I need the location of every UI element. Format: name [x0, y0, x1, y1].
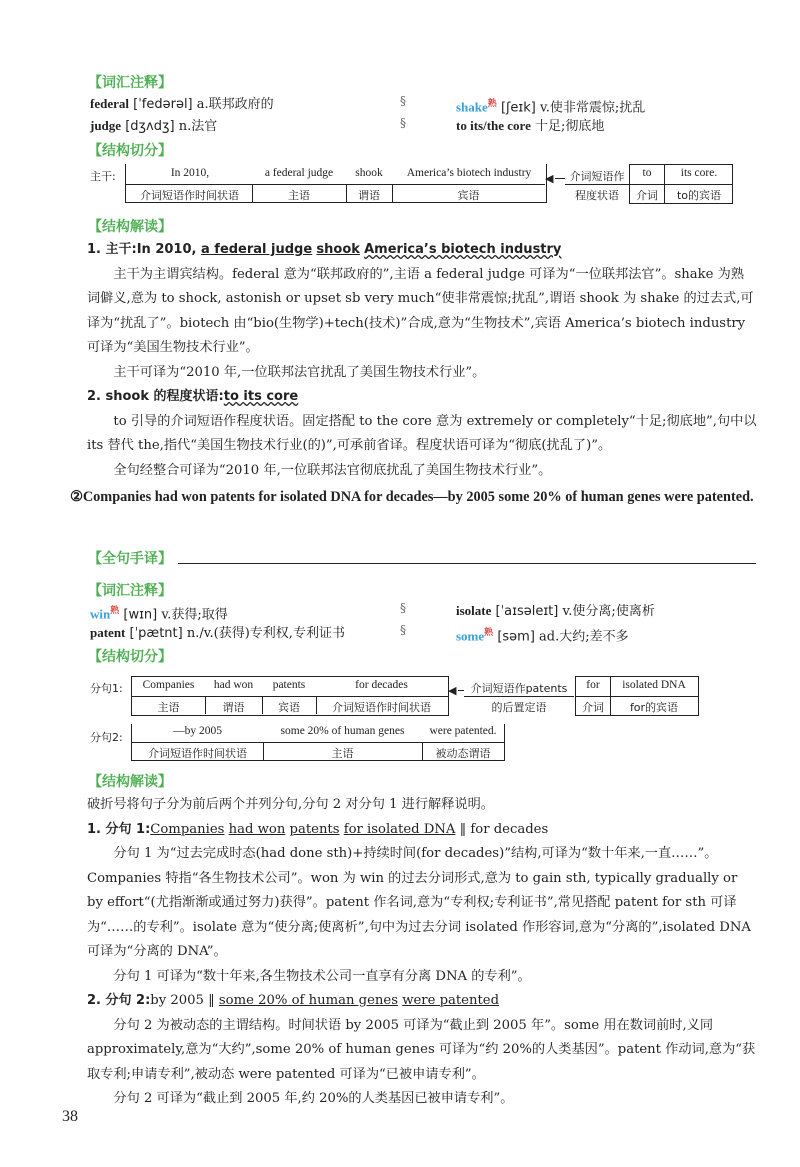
diagram-role: 主语: [157, 701, 180, 714]
sentence-text: Companies had won patents for isolated DNA for decades—by 2005 some 20% of human genes were patented.: [82, 489, 754, 505]
vocab-pron: [ˈpætnt]: [129, 626, 183, 641]
diagram-cell: In 2010,: [170, 167, 210, 179]
diagram-cell: to: [642, 167, 652, 179]
vocab-word: federal: [90, 96, 129, 111]
diagram-mid: 介词短语作: [569, 170, 625, 183]
diagram-mid: 程度状语: [575, 189, 619, 202]
point-heading: 1. 主干:: [87, 242, 137, 257]
vocab-heading: 【词汇注释】: [88, 75, 172, 91]
vocab-pron: [dʒʌdʒ]: [125, 119, 175, 134]
vocab-pron: [wɪn]: [123, 607, 158, 623]
vocab-def: n.法官: [178, 119, 218, 134]
sentence-number: ②: [70, 489, 83, 505]
familiar-word-badge: 熟: [484, 628, 494, 638]
structure-heading: 【结构切分】: [88, 143, 172, 159]
diagram-cell: a federal judge: [264, 167, 334, 179]
diagram-role: to的宾语: [676, 189, 722, 202]
diagram-cell: were patented.: [429, 725, 497, 737]
page-number: 38: [62, 1108, 78, 1125]
explain-heading: 【结构解读】: [88, 774, 172, 790]
point-heading: 2. shook 的程度状语:: [87, 389, 224, 404]
vocab-entry-to-the-core: [456, 117, 604, 136]
diagram-role: 被动态谓语: [435, 747, 491, 760]
vocab-word: win: [90, 606, 111, 622]
vocab-word: to its/the core: [456, 118, 531, 133]
diagram-cell: patents: [272, 679, 306, 691]
vocab-word: isolate: [456, 603, 492, 618]
explain-paragraph: 全句经整合可译为“2010 年,一位联邦法官彻底扰乱了美国生物技术行业”。: [113, 462, 552, 478]
vocab-entry-judge: [90, 117, 217, 136]
diagram-mid: 介词短语作patents: [470, 682, 568, 695]
vocab-word: patent: [90, 625, 126, 640]
diagram-cell: —by 2005: [173, 725, 222, 737]
diagram-cell: America’s biotech industry: [406, 167, 532, 179]
explain-paragraph: 主干可译为“2010 年,一位联邦法官扰乱了美国生物技术行业”。: [113, 364, 486, 380]
diagram-cell: for: [586, 679, 600, 691]
diagram-role: 宾语: [457, 189, 480, 202]
diagram-role: 介词短语作时间状语: [148, 747, 247, 760]
explain-paragraph: 主干为主谓宾结构。federal 意为“联邦政府的”,主语 a federal judge 可译为“一位联邦法官”。shake 为熟词僻义,意为 to shock, astonish or upset sb very much“使非常震惊;扰乱”,谓语 shook 为 shake 的过去式,可译为“扰乱了”。biotech 由“bio(生物学)+tech(技术)”合成,意为“生物技术”,宾语 America’s biotech industry 可译为“美国生物技术行业”。: [87, 266, 754, 355]
vocab-word: judge: [90, 118, 122, 133]
point-heading: 1. 分句 1:: [87, 821, 151, 837]
vocab-entry-shake: [456, 95, 645, 117]
diagram-cell: some 20% of human genes: [280, 725, 405, 737]
diagram-role: 谓语: [222, 701, 245, 714]
separator-icon: §: [400, 601, 406, 615]
arrow-left-icon: ◀: [448, 684, 457, 697]
diagram-role: for的宾语: [629, 701, 679, 714]
vocab-pron: [ˈfedərəl]: [133, 97, 193, 112]
vocab-def: v.使分离;使离析: [562, 604, 655, 619]
diagram-role: 介词: [636, 189, 658, 202]
arrow-left-icon: ◀: [545, 172, 554, 185]
diagram-role: 主语: [288, 189, 310, 202]
vocab-def: ad.大约;差不多: [539, 629, 629, 645]
diagram-role: 介词短语作时间状语: [140, 189, 239, 202]
diagram-cell: its core.: [680, 167, 718, 179]
vocab-entry-some: [456, 624, 629, 646]
translation-heading: 【全句手译】: [88, 551, 172, 567]
familiar-word-badge: 熟: [487, 99, 497, 109]
explain-heading: 【结构解读】: [88, 219, 172, 235]
diagram-role: 介词: [582, 701, 604, 714]
diagram-role: 主语: [331, 747, 354, 760]
vocab-pron: [səm]: [497, 629, 535, 645]
vocab-def: v.获得;取得: [161, 607, 228, 623]
familiar-word-badge: 熟: [110, 606, 120, 616]
diagram-mid: 的后置定语: [491, 701, 547, 714]
explain-paragraph: to 引导的介词短语作程度状语。固定搭配 to the core 意为 extremely or completely“十足;彻底地”,句中以 its 替代 the,指代“美国生物技术行业(的)”,可承前省译。程度状语可译为“彻底(扰乱了)”。: [87, 413, 757, 453]
diagram-label: 分句1:: [90, 682, 123, 695]
vocab-def: a.联邦政府的: [196, 97, 274, 112]
vocab-entry-patent: [90, 624, 345, 643]
structure-heading: 【结构切分】: [88, 649, 172, 665]
explain-paragraph: 分句 2 为被动态的主谓结构。时间状语 by 2005 可译为“截止到 2005 年”。some 用在数词前时,义同 approximately,意为“大约”,some 20% of human genes 可译为“约 20%的人类基因”。patent 作动词,意为“获取专利;申请专利”,被动态 were patented 可译为“已被申请专利”。: [87, 1017, 756, 1082]
separator-icon: §: [400, 94, 406, 108]
separator-icon: §: [400, 623, 406, 637]
vocab-entry-isolate: [456, 602, 655, 621]
diagram-label: 分句2:: [90, 731, 123, 744]
explain-paragraph: 分句 1 可译为“数十年来,各生物技术公司一直享有分离 DNA 的专利”。: [113, 968, 531, 984]
vocab-def: n./v.(获得)专利权,专利证书: [186, 626, 345, 641]
vocab-entry-federal: [90, 95, 274, 114]
translation-blank-line[interactable]: [178, 563, 756, 564]
vocab-pron: [ʃeɪk]: [500, 100, 536, 116]
explain-paragraph: 分句 1 为“过去完成时态(had done sth)+持续时间(for decades)”结构,可译为“数十年来,一直……”。Companies 特指“各生物技术公司”。won 为 win 的过去分词形式,意为 to gain sth, typically gradually or by effort“(尤指渐渐或通过努力)获得”。patent 作名词,意为“专利权;专利证书”,常见搭配 patent for sth 可译为“……的专利”。isolate 意为“使分离;使离析”,句中为过去分词 isolated 作形容词,意为“分离的”,isolated DNA 可译为“分离的 DNA”。: [87, 846, 751, 959]
diagram-label: 主干:: [90, 170, 116, 183]
diagram-cell: Companies: [142, 679, 195, 691]
diagram-role: 介词短语作时间状语: [332, 701, 431, 714]
diagram-cell: isolated DNA: [622, 679, 686, 691]
explain-section-2: 破折号将句子分为前后两个并列分句,分句 2 对分句 1 进行解释说明。 1. 分句 1:Companies had won patents for isolated DNA ‖ for decades 分句 1 为“过去完成时态(had done sth)+持续时间(for decades)”结构,可译为“数十年来,一直……”。Companies 特指“各生物技术公司”。won 为 win 的过去分词形式,意为 to gain sth, typically gradually or by effort“(尤指渐渐或通过努力)获得”。patent 作名词,意为“专利权;专利证书”,常见搭配 patent for sth 可译为“……的专利”。isolate 意为“使分离;使离析”,句中为过去分词 isolated 作形容词,意为“分离的”,isolated DNA 可译为“分离的 DNA”。 分句 1 可译为“数十年来,各生物技术公司一直享有分离 DNA 的专利”。 2. 分句 2:by 2005 ‖ some 20% of human genes were patented 分句 2 为被动态的主谓结构。时间状语 by 2005 可译为“截止到 2005 年”。some 用在数词前时,义同 approximately,意为“大约”,some 20% of human genes 可译为“约 20%的人类基因”。patent 作动词,意为“获取专利;申请专利”,被动态 were patented 可译为“已被申请专利”。 分句 2 可译为“截止到 2005 年,约 20%的人类基因已被申请专利”。: [87, 793, 757, 1112]
vocab-def: v.使非常震惊;扰乱: [539, 100, 646, 116]
vocab-heading: 【词汇注释】: [88, 583, 172, 599]
diagram-cell: had won: [213, 679, 254, 691]
vocab-entry-win: [90, 602, 228, 624]
point-heading: 2. 分句 2:: [87, 993, 151, 1008]
vocab-def: 十足;彻底地: [535, 119, 605, 134]
vocab-pron: [ˈaɪsəleɪt]: [495, 604, 559, 619]
diagram-role: 谓语: [358, 189, 380, 202]
vocab-word: some: [456, 628, 485, 644]
explain-paragraph: 分句 2 可译为“截止到 2005 年,约 20%的人类基因已被申请专利”。: [113, 1091, 514, 1106]
diagram-cell: shook: [355, 167, 383, 179]
sentence-2: [70, 485, 760, 510]
explain-paragraph: 破折号将句子分为前后两个并列分句,分句 2 对分句 1 进行解释说明。: [87, 797, 494, 812]
diagram-cell: for decades: [355, 679, 408, 691]
separator-icon: §: [400, 116, 406, 130]
explain-section-1: 1. 主干:In 2010, a federal judge shook America’s biotech industry 主干为主谓宾结构。federal 意为“联邦政府的”,主语 a federal judge 可译为“一位联邦法官”。shake 为熟词僻义,意为 to shock, astonish or upset sb very much“使非常震惊;扰乱”,谓语 shook 为 shake 的过去式,可译为“扰乱了”。biotech 由“bio(生物学)+tech(技术)”合成,意为“生物技术”,宾语 America’s biotech industry 可译为“美国生物技术行业”。 主干可译为“2010 年,一位联邦法官扰乱了美国生物技术行业”。 2. shook 的程度状语:to its core to 引导的介词短语作程度状语。固定搭配 to the core 意为 extremely or completely“十足;彻底地”,句中以 its 替代 the,指代“美国生物技术行业(的)”,可承前省译。程度状语可译为“彻底(扰乱了)”。 全句经整合可译为“2010 年,一位联邦法官彻底扰乱了美国生物技术行业”。: [87, 238, 757, 483]
vocab-word: shake: [456, 99, 488, 115]
diagram-role: 宾语: [278, 701, 300, 714]
